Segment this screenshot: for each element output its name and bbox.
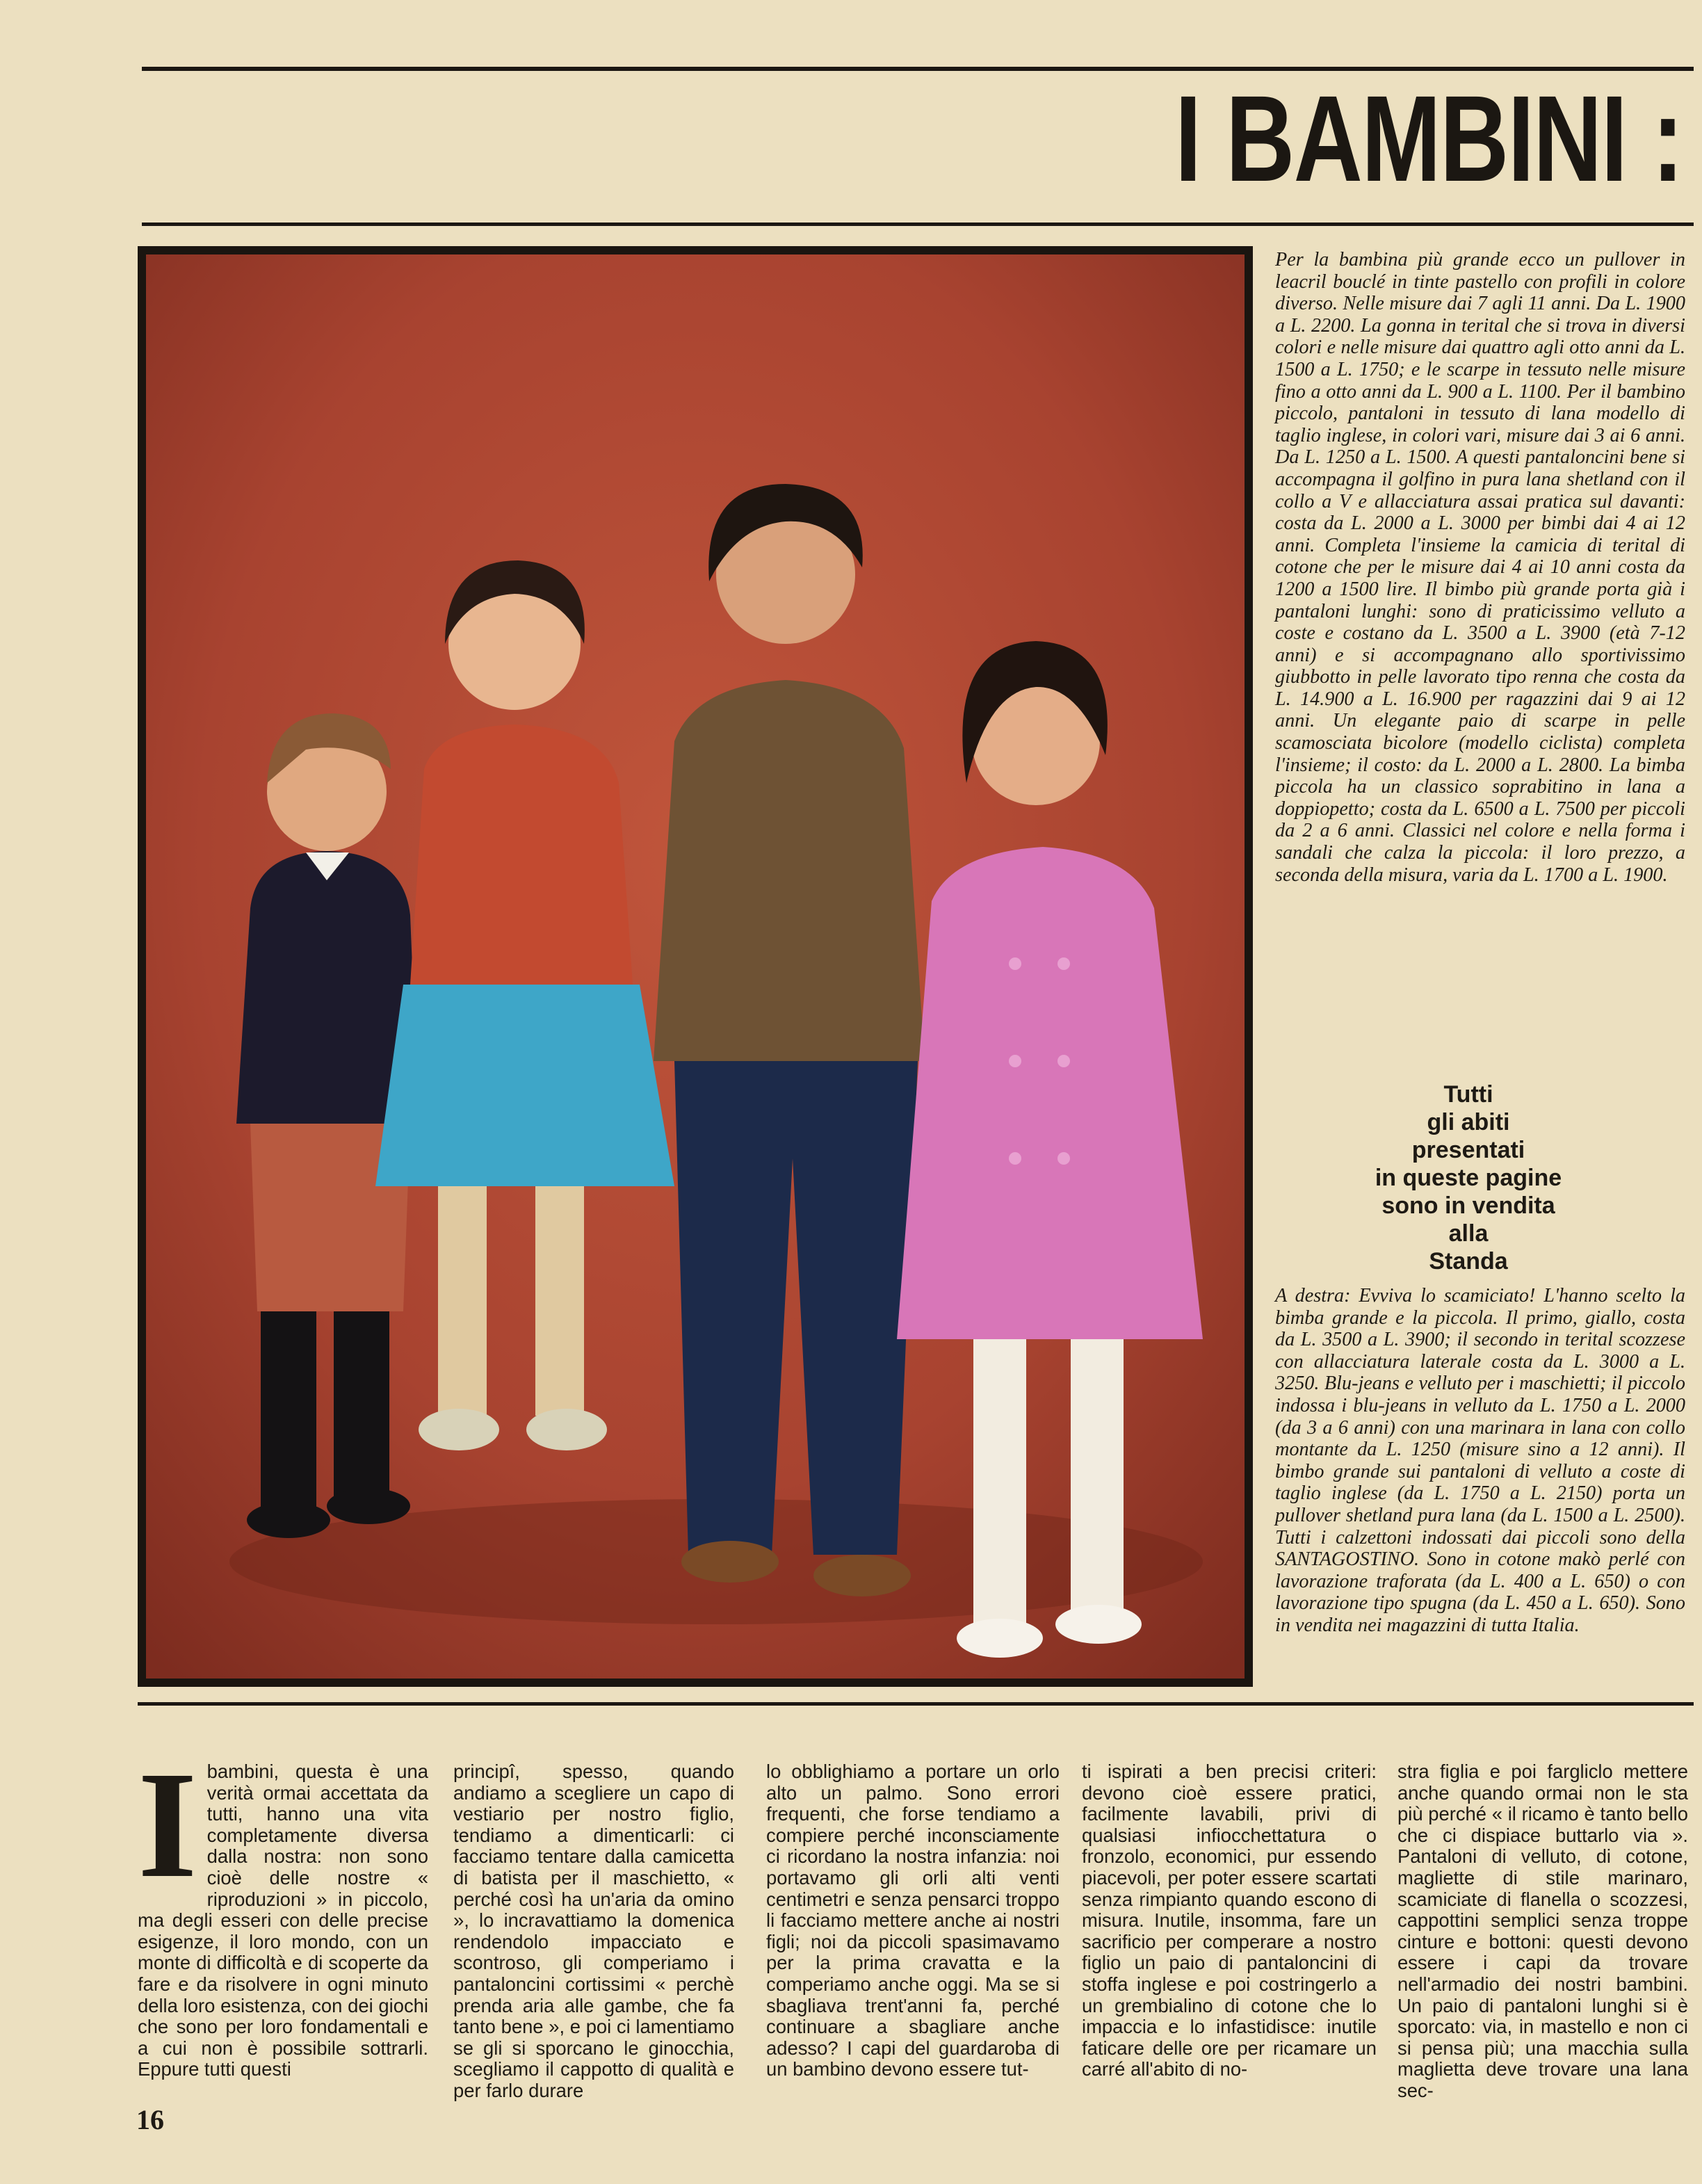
photo-caption-bottom: A destra: Evviva lo scamiciato! L'hanno scelto la bimba grande e la piccola. Il primo, giallo, costa da L. 3500 a L. 3900; il secondo in terital scozzese con allacciatura laterale costa da L. 3000 a L. 3250. Blu-jeans e velluto per i maschietti; il piccolo indossa i blu-jeans in velluto da L. 1750 a L. 2000 (da 3 a 6 anni) con una marinara in lana con collo montante da L. 1250 (misure sino a 12 anni). Il bimbo grande sui pantaloni di velluto a coste di taglio inglese (da L. 1750 a L. 2150) porta un pullover shetland pura lana (da L. 1500 a L. 2500). Tutti i calzettoni indossati dai piccoli sono della SANTAGOSTINO. Sono in cotone makò perlé con lavorazione traforata (da L. 400 a L. 650) o con lavorazione tipo spugna (da L. 450 a L. 650). Sono in vendita nei magazzini di tutta Italia.: [1275, 1285, 1685, 1636]
article-column-3: [766, 1761, 1060, 2080]
article-text: principî, spesso, quando andiamo a scegliere un capo di vestiario per nostro figlio, tendiamo a dimenticarli: ci facciamo tentare dalla camicetta di batista per il maschietto, « perché così ha un'aria da omino », lo incravattiamo la domenica rendendolo impacciato e scontroso, gli comperiamo i pantaloncini cortissimi « perchè prenda aria alle gambe, che fa tanto bene », e poi ci lamentiamo se gli si sporcano le ginocchia, scegliamo il cappotto di qualità e per farlo durare: [453, 1761, 734, 2101]
children-photo: [138, 246, 1253, 1687]
callout-line: sono in vendita: [1381, 1192, 1555, 1219]
callout-line: in queste pagine: [1375, 1165, 1562, 1191]
callout-line: alla: [1448, 1220, 1489, 1247]
callout-line: presentati: [1411, 1137, 1525, 1163]
page-number: 16: [136, 2104, 164, 2135]
title-underline-rule: [142, 223, 1694, 226]
article-column-1: [138, 1740, 428, 2080]
article-text: stra figlia e poi fargliclo mettere anche quando ormai non le sta più perché « il ricamo è tanto bello che ci dispiace buttarlo via ». Pantaloni di velluto, di cotone, magliette di stile marinaro, scamiciate di flanella o scozzesi, cappottini semplici senza troppe cinture e bottoni: questi devono essere i capi da trovare nell'armadio dei nostri bambini. Un paio di pantaloni lunghi si è sporcato: via, in mastello e non ci si pensa più; una macchia sulla maglietta deve trovare una lana sec-: [1397, 1761, 1688, 2101]
article-column-4: [1082, 1761, 1377, 2080]
drop-cap: I: [138, 1740, 197, 1909]
callout-line: Tutti: [1443, 1081, 1493, 1108]
article-text: ti ispirati a ben precisi criteri: devono cioè essere pratici, facilmente lavabili, privi di qualsiasi infiocchettatura o fronzolo, economici, pur essendo piacevoli, per poter essere scartati senza rimpianto quando escono di misura. Inutile, insomma, fare un sacrificio per comperare a nostro figlio un paio di pantaloncini di stoffa inglese e poi costringerlo a un grembialino di cotone che lo impaccia e lo infastidisce: inutile faticare delle ore per ricamare un carré all'abito di no-: [1082, 1761, 1377, 2080]
article-text: bambini, questa è una verità ormai accettata da tutti, hanno una vita completamente diversa dalla nostra: non sono cioè delle nostre « riproduzioni » in piccolo, ma degli esseri con delle precise esigenze, il loro mondo, con un monte di difficoltà e di scoperte da fare e da risolvere in ogni minuto della loro esistenza, con dei giochi che sono per loro fondamentali e a cui non è possibile sottrarli. Eppure tutti questi: [138, 1761, 428, 2080]
article-column-5: [1397, 1761, 1688, 2102]
article-column-2: [453, 1761, 734, 2102]
standa-callout: [1295, 1081, 1642, 1275]
callout-line: gli abiti: [1427, 1109, 1510, 1135]
section-rule: [138, 1702, 1694, 1706]
children-photo-illustration: [146, 254, 1245, 1679]
callout-line: Standa: [1429, 1248, 1508, 1275]
page-title: I BAMBINI :: [1174, 71, 1683, 207]
photo-caption-top: Per la bambina più grande ecco un pullover in leacril bouclé in tinte pastello con profili in colore diverso. Nelle misure dai 7 agli 11 anni. Da L. 1900 a L. 2200. La gonna in terital che si trova in diversi colori e nelle misure dai quattro agli otto anni da L. 1500 a L. 1750; e le scarpe in tessuto nelle misure fino a otto anni da L. 900 a L. 1100. Per il bambino piccolo, pantaloni in tessuto di lana modello di taglio inglese, in colori vari, misure dai 3 ai 6 anni. Da L. 1250 a L. 1500. A questi pantaloncini bene si accompagna il golfino in pura lana shetland con il collo a V e allacciatura assai pratica sul davanti: costa da L. 2000 a L. 3000 per bimbi dai 4 ai 12 anni. Completa l'insieme la camicia di terital di cotone che per le misure dai 4 ai 10 anni costa da 1200 a 1500 lire. Il bimbo più grande porta già i pantaloni lunghi: sono di praticissimo velluto a coste e costano da L. 3500 a L. 3900 (età 7-12 anni) e si accompagnano allo sportivissimo giubbotto in pelle lavorato tipo renna che costa da L. 14.900 a L. 16.900 per ragazzini dai 9 ai 12 anni. Un elegante paio di scarpe in pelle scamosciata bicolore (modello ciclista) completa l'insieme; il costo: da L. 2000 a L. 2800. La bimba piccola ha un classico soprabitino in lana a doppiopetto; costa da L. 6500 a L. 7500 per piccoli da 2 a 6 anni. Classici nel colore e nella forma i sandali che calza la piccola: il loro prezzo, a seconda della misura, varia da L. 1700 a L. 1900.: [1275, 249, 1685, 886]
article-text: lo obblighiamo a portare un orlo alto un palmo. Sono errori frequenti, che forse tendiamo a compiere perché inconsciamente ci ricordano la nostra infanzia: noi portavamo gli orli alti venti centimetri e senza pensarci troppo li facciamo mettere anche ai nostri figli; noi da piccoli spasimavamo per la prima cravatta e la comperiamo anche oggi. Ma se si sbagliava trent'anni fa, perché continuare a sbagliare anche adesso? I capi del guardaroba di un bambino devono essere tut-: [766, 1761, 1060, 2080]
